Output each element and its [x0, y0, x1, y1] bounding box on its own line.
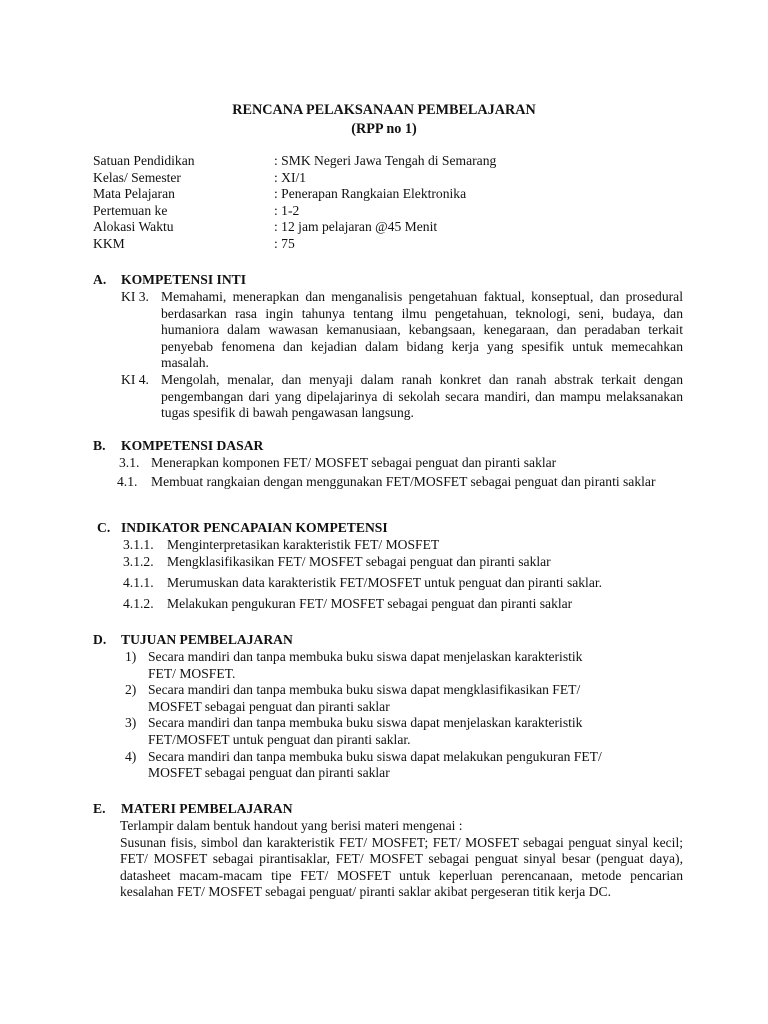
indikator-item [93, 537, 683, 554]
kd-text: Menerapkan komponen FET/ MOSFET sebagai penguat dan piranti saklar [151, 455, 557, 470]
tujuan-line: MOSFET sebagai penguat dan piranti saklar [148, 698, 390, 714]
identity-value: : SMK Negeri Jawa Tengah di Semarang [274, 153, 497, 168]
identity-row [93, 236, 693, 253]
indikator-text: Mengklasifikasikan FET/ MOSFET sebagai penguat dan piranti saklar [167, 554, 551, 569]
identity-row [93, 170, 693, 187]
kd-number: 4.1. [117, 473, 138, 489]
section-heading [93, 272, 683, 289]
section-kompetensi-dasar [93, 438, 683, 490]
ki-text: Mengolah, menalar, dan menyaji dalam ranah konkret dan ranah abstrak terkait dengan pengembangan dari yang dipelajarinya di sekolah secara mandiri, dan mampu melaksanakan tugas spesifik di bawah pengawasan langsung. [161, 371, 683, 421]
kd-item [93, 474, 683, 491]
section-indikator [93, 520, 683, 613]
indikator-text: Melakukan pengukuran FET/ MOSFET sebagai penguat dan piranti saklar [167, 596, 573, 611]
section-materi [93, 801, 683, 901]
kd-number: 3.1. [119, 455, 140, 470]
materi-intro: Terlampir dalam bentuk handout yang berisi materi mengenai : [120, 818, 463, 833]
indikator-number: 4.1.1. [123, 575, 154, 590]
identity-label: Pertemuan ke [93, 202, 168, 218]
document-title: RENCANA PELAKSANAAN PEMBELAJARAN [232, 102, 536, 118]
tujuan-line: Secara mandiri dan tanpa membuka buku siswa dapat mengklasifikasikan FET/ [148, 682, 581, 698]
section-heading [97, 520, 687, 537]
section-letter: E. [93, 801, 106, 816]
identity-value: : 12 jam pelajaran @45 Menit [274, 219, 438, 235]
indikator-number: 3.1.1. [123, 537, 154, 552]
identity-row [93, 219, 693, 236]
identity-value: : 75 [274, 235, 295, 251]
tujuan-item [93, 749, 683, 782]
section-title: MATERI PEMBELAJARAN [121, 801, 293, 816]
indikator-item [93, 596, 683, 613]
section-letter: D. [93, 632, 107, 647]
identity-label: Kelas/ Semester [93, 169, 181, 185]
identity-value: : Penerapan Rangkaian Elektronika [274, 186, 467, 202]
materi-body: Susunan fisis, simbol dan karakteristik FET/ MOSFET; FET/ MOSFET sebagai penguat sinyal kecil; FET/ MOSFET sebagai pirantisaklar, FET/ MOSFET sebagai penguat sinyal besar (penguat daya), datasheet macam-macam tipe FET/ MOSFET untuk keperluan perencanaan, metode pencarian kesalahan FET/ MOSFET sebagai penguat/ piranti saklar akibat pergeseran titik kerja DC. [120, 834, 683, 900]
section-kompetensi-inti [93, 272, 683, 422]
identity-label: Satuan Pendidikan [93, 153, 195, 168]
tujuan-item [93, 715, 683, 748]
tujuan-line: Secara mandiri dan tanpa membuka buku siswa dapat melakukan pengukuran FET/ [148, 748, 602, 764]
indikator-text: Merumuskan data karakteristik FET/MOSFET untuk penguat dan piranti saklar. [167, 575, 603, 590]
ki-text: Memahami, menerapkan dan menganalisis pengetahuan faktual, konseptual, dan prosedural berdasarkan rasa ingin tahunya tentang ilmu pengetahuan, teknologi, seni, budaya, dan humaniora dalam wawasan kemanusiaan, kebangsaan, kenegaraan, dan peradaban terkait penyebab fenomena dan kejadian dalam bidang kerja yang spesifik untuk memecahkan masalah. [161, 289, 683, 371]
tujuan-item [93, 682, 683, 715]
tujuan-line: FET/ MOSFET. [148, 665, 236, 681]
tujuan-item [93, 649, 683, 682]
document-subtitle: (RPP no 1) [351, 121, 417, 137]
section-letter: C. [97, 520, 111, 535]
section-title: KOMPETENSI DASAR [121, 438, 264, 453]
identity-label: KKM [93, 235, 125, 251]
tujuan-number: 2) [125, 682, 137, 698]
identity-row [93, 153, 693, 170]
kd-text: Membuat rangkaian dengan menggunakan FET/MOSFET sebagai penguat dan piranti saklar [151, 473, 656, 489]
indikator-item [93, 554, 683, 571]
kd-item [93, 455, 683, 472]
tujuan-line: MOSFET sebagai penguat dan piranti saklar [148, 765, 390, 781]
section-tujuan [93, 632, 683, 782]
indikator-number: 4.1.2. [123, 596, 154, 611]
indikator-text: Menginterpretasikan karakteristik FET/ MOSFET [167, 537, 440, 552]
identity-row [93, 203, 693, 220]
tujuan-number: 4) [125, 748, 137, 764]
ki-label: KI 3. [121, 289, 149, 304]
identity-value: : XI/1 [274, 169, 307, 185]
section-title: INDIKATOR PENCAPAIAN KOMPETENSI [121, 520, 388, 535]
tujuan-number: 3) [125, 715, 137, 731]
tujuan-line: FET/MOSFET untuk penguat dan piranti saklar. [148, 731, 411, 747]
ki-label: KI 4. [121, 371, 149, 387]
section-title: TUJUAN PEMBELAJARAN [121, 632, 293, 647]
identity-value: : 1-2 [274, 202, 300, 218]
ki-item [93, 289, 683, 372]
tujuan-number: 1) [125, 649, 137, 664]
ki-item [93, 372, 683, 422]
section-heading [93, 801, 683, 818]
section-letter: A. [93, 272, 107, 287]
identity-label: Alokasi Waktu [93, 219, 174, 235]
indikator-item [93, 575, 683, 592]
tujuan-line: Secara mandiri dan tanpa membuka buku siswa dapat menjelaskan karakteristik [148, 649, 583, 664]
section-heading [93, 438, 683, 455]
section-heading [93, 632, 683, 649]
section-title: KOMPETENSI INTI [121, 272, 247, 287]
section-letter: B. [93, 438, 106, 453]
tujuan-line: Secara mandiri dan tanpa membuka buku siswa dapat menjelaskan karakteristik [148, 715, 583, 731]
indikator-number: 3.1.2. [123, 554, 154, 569]
identity-label: Mata Pelajaran [93, 186, 175, 202]
identity-block [93, 153, 693, 253]
identity-row [93, 186, 693, 203]
